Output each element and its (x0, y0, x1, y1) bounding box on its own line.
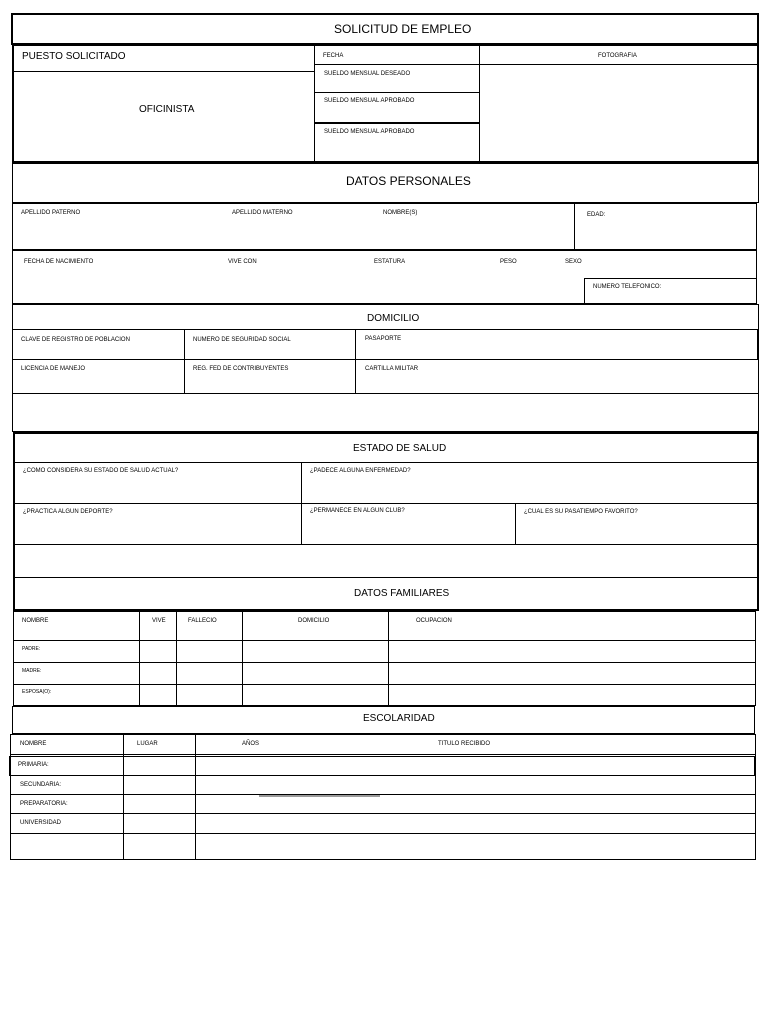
fotografia-label: FOTOGRAFIA (598, 53, 637, 59)
sueldo-deseado-field[interactable] (314, 64, 480, 93)
esc-col-anos: AÑOS (242, 741, 260, 747)
telefono-field[interactable] (584, 278, 757, 304)
sueldo-aprobado-label-1: SUELDO MENSUAL APROBADO (324, 98, 415, 104)
fecha-label: FECHA (323, 53, 344, 59)
table-row: PADRE: (22, 646, 41, 652)
table-row: SECUNDARIA: (20, 782, 62, 788)
puesto-solicitado-label: PUESTO SOLICITADO (22, 51, 126, 62)
escolaridad-title: ESCOLARIDAD (363, 713, 435, 724)
familiares-title: DATOS FAMILIARES (354, 588, 450, 599)
rfc-label: REG. FED DE CONTRIBUYENTES (193, 366, 289, 372)
form-title: SOLICITUD DE EMPLEO (334, 22, 472, 36)
salud-section (13, 432, 759, 611)
decorative-line (259, 795, 380, 797)
fecha-nacimiento-label: FECHA DE NACIMIENTO (24, 259, 94, 265)
sueldo-aprobado-field-1[interactable] (314, 92, 480, 123)
fam-col-domicilio: DOMICILIO (298, 618, 330, 624)
nss-label: NUMERO DE SEGURIDAD SOCIAL (193, 337, 291, 343)
escolaridad-table (10, 734, 756, 860)
salud-title: ESTADO DE SALUD (353, 443, 447, 454)
pasaporte-label: PASAPORTE (365, 336, 402, 342)
cartilla-label: CARTILLA MILITAR (365, 366, 419, 372)
puesto-valor[interactable]: OFICINISTA (139, 104, 195, 115)
esc-col-lugar: LUGAR (137, 741, 158, 747)
estatura-label: ESTATURA (374, 259, 406, 265)
enfermedad-label: ¿PADECE ALGUNA ENFERMEDAD? (310, 468, 411, 474)
pasatiempo-label: ¿CUAL ES SU PASATIEMPO FAVORITO? (524, 509, 638, 515)
sexo-label: SEXO (565, 259, 582, 265)
peso-label: PESO (500, 259, 517, 265)
familiares-table (13, 611, 756, 706)
table-row: MADRE: (22, 668, 42, 674)
telefono-label: NUMERO TELEFONICO: (593, 284, 662, 290)
datos-personales-title: DATOS PERSONALES (346, 174, 471, 188)
deporte-label: ¿PRACTICA ALGUN DEPORTE? (23, 509, 113, 515)
esc-col-titulo: TITULO RECIBIDO (438, 741, 491, 747)
salud-actual-label: ¿COMO CONSIDERA SU ESTADO DE SALUD ACTUAL? (23, 468, 179, 474)
apellido-materno-label: APELLIDO MATERNO (232, 210, 293, 216)
fam-col-vive: VIVE (152, 618, 166, 624)
table-row: PREPARATORIA: (20, 801, 68, 807)
club-label: ¿PERMANECE EN ALGUN CLUB? (310, 508, 405, 514)
esc-col-nombre: NOMBRE (20, 741, 47, 747)
fam-col-fallecio: FALLECIO (188, 618, 217, 624)
vive-con-label: VIVE CON (228, 259, 257, 265)
licencia-label: LICENCIA DE MANEJO (21, 366, 86, 372)
fam-col-ocupacion: OCUPACION (416, 618, 452, 624)
escolaridad-primaria-row (9, 756, 755, 776)
table-row: ESPOSA(O): (22, 689, 52, 695)
fam-col-nombre: NOMBRE (22, 618, 49, 624)
sueldo-aprobado-label-2: SUELDO MENSUAL APROBADO (324, 129, 415, 135)
table-row: UNIVERSIDAD (20, 820, 62, 826)
apellido-paterno-label: APELLIDO PATERNO (21, 210, 81, 216)
edad-label: EDAD: (587, 212, 606, 218)
domicilio-title: DOMICILIO (367, 313, 420, 324)
nombres-label: NOMBRE(S) (383, 210, 418, 216)
curp-label: CLAVE DE REGISTRO DE POBLACION (21, 337, 130, 343)
table-row: PRIMARIA: (18, 762, 49, 768)
sueldo-deseado-label: SUELDO MENSUAL DESEADO (324, 71, 411, 77)
